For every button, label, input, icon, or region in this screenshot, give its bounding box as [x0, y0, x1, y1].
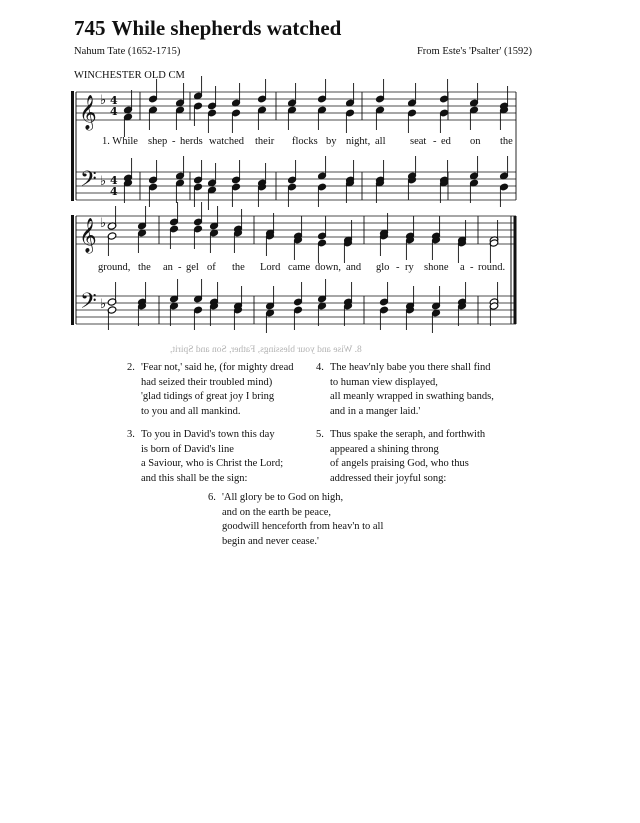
music-credit: From Este's 'Psalter' (1592) — [416, 46, 532, 57]
flat-key-icon: ♭ — [100, 93, 107, 108]
verse-line: to human view displayed, — [330, 376, 438, 388]
lyric-syllable: herds — [180, 136, 203, 147]
bass-clef-icon: 𝄢 — [80, 167, 97, 197]
bleed-through-text: 8. Wise and your blessings, Father, Son and Spirit, — [170, 345, 362, 355]
lyric-syllable: an — [163, 262, 173, 273]
verse-line: begin and never cease.' — [222, 535, 319, 547]
lyric-syllable: shep — [148, 136, 168, 147]
lyric-syllable: - — [178, 262, 182, 273]
flat-key-icon: ♭ — [100, 174, 107, 189]
lyric-syllable: flocks — [292, 136, 318, 147]
lyric-syllable: round. — [478, 262, 506, 273]
tune-name: WINCHESTER OLD CM — [74, 70, 185, 81]
lyric-syllable: shone — [424, 262, 449, 273]
verse-line: and in a manger laid.' — [330, 405, 421, 417]
lyric-syllable: - — [470, 262, 474, 273]
flat-key-icon: ♭ — [100, 216, 107, 231]
lyric-syllable: down, — [315, 262, 341, 273]
verse-line: 'Fear not,' said he, (for mighty dread — [141, 362, 294, 373]
lyric-syllable: all — [375, 136, 386, 147]
lyric-syllable: night, — [346, 136, 371, 147]
verse-number: 3. — [127, 429, 135, 440]
verse-5 — [316, 428, 485, 486]
lyric-syllable: the — [232, 262, 245, 273]
lyric-syllable: on — [470, 136, 481, 147]
lyric-syllable: ry — [405, 262, 414, 273]
time-sig-bottom: 4 — [110, 105, 118, 118]
lyric-syllable: - — [172, 136, 176, 147]
verse-line: 'All glory be to God on high, — [222, 492, 344, 503]
verse-line: and on the earth be peace, — [222, 506, 332, 518]
verse-line: appeared a shining throng — [330, 443, 439, 455]
verse-number: 5. — [316, 429, 324, 440]
music-score — [0, 0, 640, 340]
time-sig-top: 4 — [110, 174, 118, 187]
lyric-syllable: their — [255, 136, 275, 147]
verse-number: 6. — [208, 492, 216, 503]
lyric-syllable: the — [500, 136, 513, 147]
bass-clef-icon: 𝄢 — [80, 289, 97, 319]
lyric-syllable: came — [288, 262, 311, 273]
clefs — [79, 93, 106, 319]
verse-line: To you in David's town this day — [141, 429, 275, 440]
verse-4 — [316, 361, 494, 419]
lyric-syllable: glo — [376, 262, 390, 273]
lyric-syllable: - — [396, 262, 400, 273]
staff-lines — [76, 92, 516, 324]
lyric-syllable: Lord — [260, 262, 281, 273]
lyric-syllable: watched — [209, 136, 244, 147]
verse-number: 2. — [127, 362, 135, 373]
verse-line: a Saviour, who is Christ the Lord; — [141, 458, 284, 469]
verse-line: The heav'nly babe you there shall find — [330, 362, 491, 373]
verse-line: is born of David's line — [141, 443, 234, 455]
verse-line: had seized their troubled mind) — [141, 376, 273, 388]
verse-6 — [208, 491, 383, 549]
lyric-syllable: of — [207, 262, 216, 273]
lyric-syllable: by — [326, 136, 337, 147]
lyric-syllable: a — [460, 262, 465, 273]
hymn-number: 745 — [74, 16, 106, 40]
treble-clef-icon: 𝄞 — [79, 95, 97, 130]
words-credit: Nahum Tate (1652-1715) — [74, 46, 181, 57]
lyric-syllable: - — [433, 136, 437, 147]
verse-line: 'glad tidings of great joy I bring — [141, 391, 275, 402]
treble-clef-icon: 𝄞 — [79, 218, 97, 253]
hymn-title-text: While shepherds watched — [111, 16, 342, 40]
system-bracket — [71, 215, 74, 325]
verse-line: addressed their joyful song: — [330, 472, 447, 484]
lyric-syllable: 1. While — [102, 136, 138, 147]
verse-line: and this shall be the sign: — [141, 472, 248, 484]
flat-key-icon: ♭ — [100, 297, 107, 312]
notes — [107, 76, 509, 333]
lyric-syllable: gel — [186, 262, 199, 273]
verse-2 — [127, 361, 294, 419]
verse-number: 4. — [316, 362, 324, 373]
time-sig-bottom: 4 — [110, 185, 118, 198]
verse-line: Thus spake the seraph, and forthwith — [330, 429, 486, 440]
verse-line: all meanly wrapped in swathing bands, — [330, 391, 494, 402]
lyric-syllable: and — [346, 262, 362, 273]
verse-3 — [127, 428, 283, 486]
lyric-syllable: ed — [441, 136, 451, 147]
system-bracket — [71, 91, 74, 201]
verse-line: goodwill henceforth from heav'n to all — [222, 521, 384, 532]
lyric-syllable: seat — [410, 136, 427, 147]
verse-line: of angels praising God, who thus — [330, 458, 469, 469]
verse-line: to you and all mankind. — [141, 405, 241, 417]
lyric-syllable: ground, — [98, 262, 131, 273]
time-sig-top: 4 — [110, 94, 118, 107]
barlines — [71, 91, 516, 325]
lyric-syllable: the — [138, 262, 151, 273]
